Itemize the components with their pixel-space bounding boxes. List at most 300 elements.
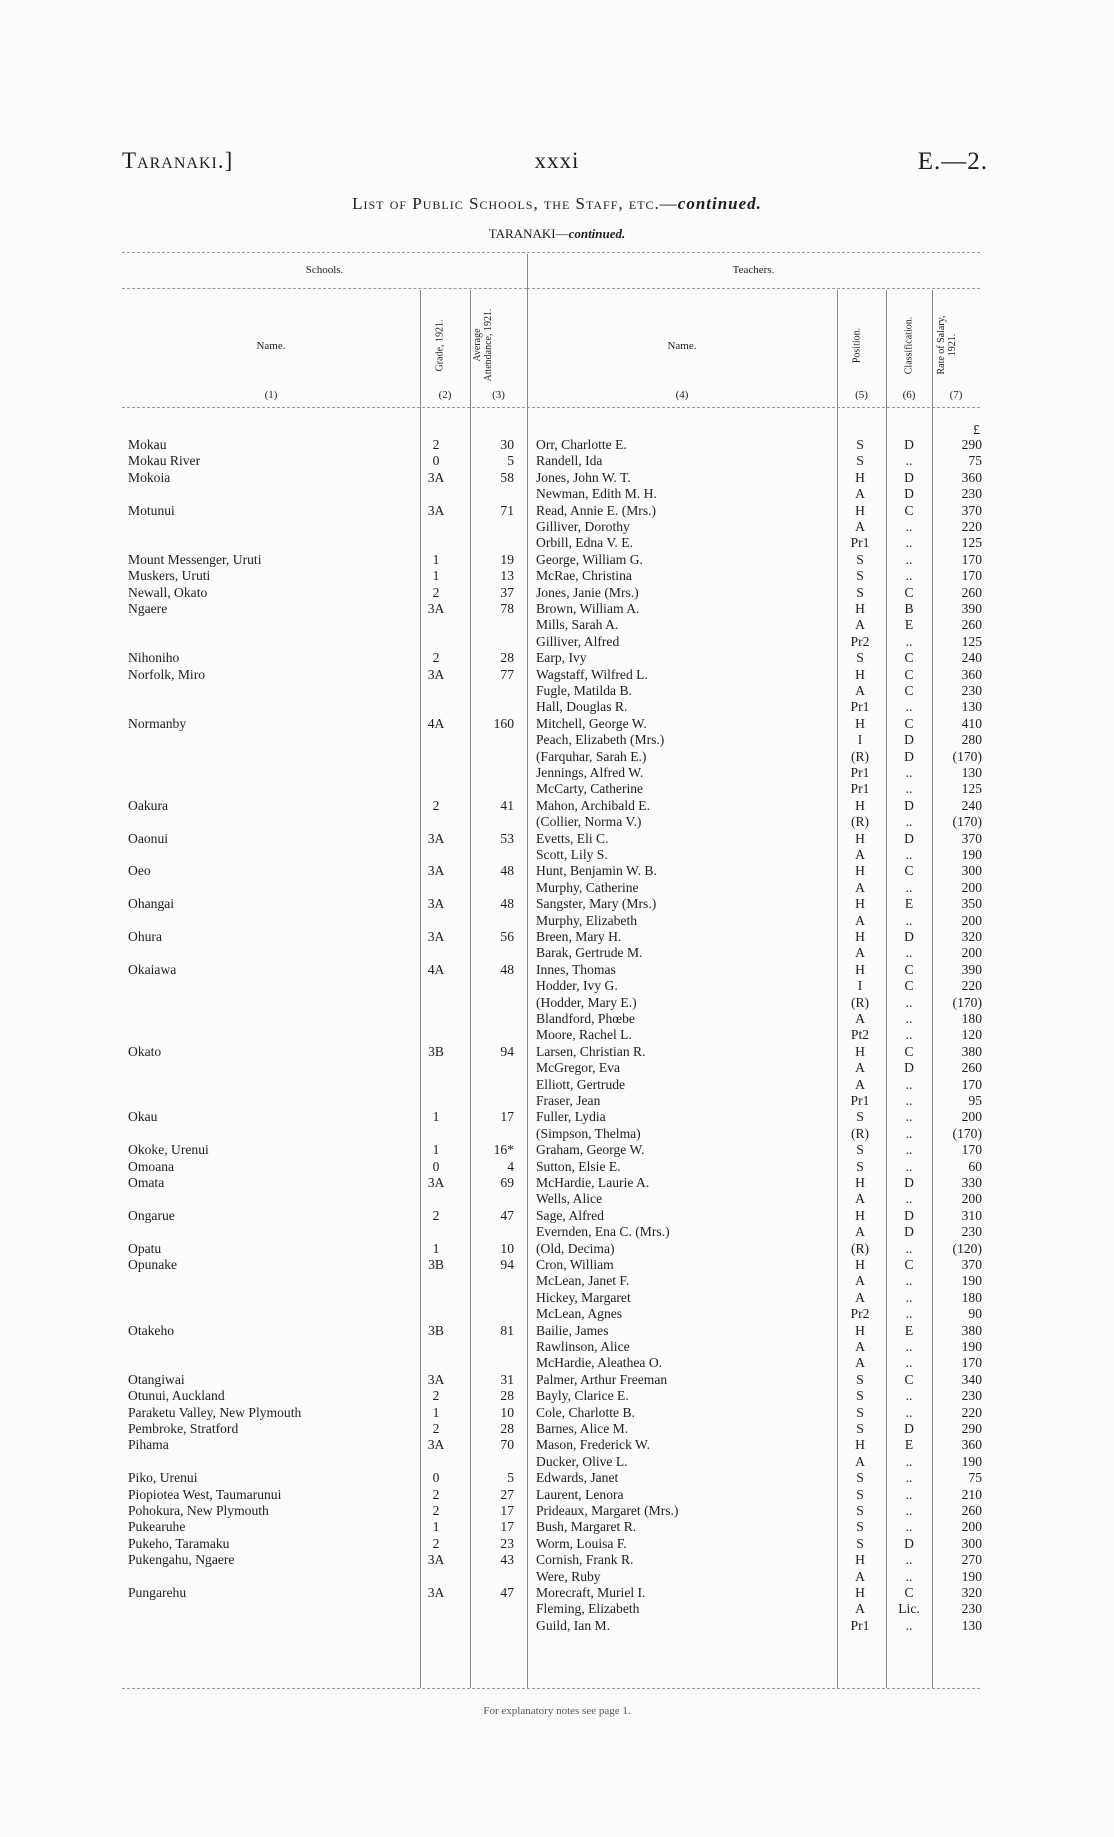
cell-classification: .. bbox=[905, 1093, 913, 1108]
cell-teacher: Bush, Margaret R. bbox=[536, 1519, 637, 1535]
cell-salary: 90 bbox=[968, 1306, 982, 1322]
cell-teacher: Palmer, Arthur Freeman bbox=[536, 1371, 668, 1387]
table-row bbox=[0, 470, 1114, 486]
table-row bbox=[0, 437, 1114, 453]
table-row bbox=[0, 781, 1114, 797]
cell-salary: 230 bbox=[961, 1601, 982, 1617]
cell-grade: 3A bbox=[427, 469, 445, 485]
cell-classification: .. bbox=[905, 519, 913, 534]
cell-classification: .. bbox=[905, 994, 913, 1010]
cell-position: H bbox=[855, 715, 865, 731]
cell-attendance: 28 bbox=[500, 1421, 514, 1436]
cell-position: H bbox=[855, 961, 865, 977]
table-row bbox=[0, 1027, 1114, 1043]
cell-grade: 3A bbox=[427, 863, 445, 879]
table-row bbox=[0, 1405, 1114, 1421]
table-row bbox=[0, 1044, 1114, 1060]
cell-classification: .. bbox=[905, 1453, 913, 1469]
table-row bbox=[0, 1224, 1114, 1240]
cell-teacher: Wells, Alice bbox=[536, 1191, 603, 1207]
cell-salary: 210 bbox=[961, 1486, 982, 1502]
cell-position: A bbox=[855, 847, 865, 862]
table-top-rule bbox=[122, 252, 980, 253]
cell-teacher: Cron, William bbox=[536, 1257, 614, 1272]
running-header-region: Taranaki.] bbox=[122, 148, 234, 173]
cell-position: S bbox=[856, 437, 864, 452]
cell-teacher: Jennings, Alfred W. bbox=[536, 765, 644, 780]
table-row bbox=[0, 995, 1114, 1011]
cell-classification: .. bbox=[905, 1552, 913, 1568]
cell-teacher: Larsen, Christian R. bbox=[536, 1043, 646, 1059]
table-row bbox=[0, 1306, 1114, 1322]
table-row bbox=[0, 1077, 1114, 1093]
cell-classification: .. bbox=[905, 847, 913, 862]
cell-teacher: Morecraft, Muriel I. bbox=[536, 1585, 646, 1600]
cell-salary: 200 bbox=[961, 879, 982, 895]
cell-position: A bbox=[855, 1355, 865, 1371]
table-row bbox=[0, 1536, 1114, 1552]
currency-symbol: £ bbox=[973, 423, 980, 438]
cell-grade: 3A bbox=[427, 1437, 445, 1453]
cell-salary: 60 bbox=[968, 1158, 982, 1174]
cell-attendance: 19 bbox=[500, 551, 514, 567]
cell-teacher: Barak, Gertrude M. bbox=[536, 945, 643, 961]
cell-position: H bbox=[855, 830, 865, 846]
cell-position: H bbox=[855, 1437, 865, 1453]
cell-grade: 3A bbox=[427, 1175, 445, 1190]
table-row bbox=[0, 716, 1114, 732]
cell-salary: 260 bbox=[961, 584, 982, 600]
cell-teacher: Murphy, Elizabeth bbox=[536, 912, 638, 928]
cell-position: I bbox=[857, 732, 863, 748]
cell-school: Nihoniho bbox=[128, 650, 180, 666]
table-row bbox=[0, 699, 1114, 715]
cell-salary: (170) bbox=[952, 994, 982, 1010]
table-row bbox=[0, 1323, 1114, 1339]
cell-grade: 3A bbox=[427, 1552, 445, 1568]
cell-position: A bbox=[855, 1191, 865, 1207]
cell-teacher: Edwards, Janet bbox=[536, 1470, 619, 1486]
table-row bbox=[0, 929, 1114, 945]
cell-teacher: Orbill, Edna V. E. bbox=[536, 535, 633, 551]
cell-school: Piopiotea West, Taumarunui bbox=[128, 1486, 282, 1502]
cell-attendance: 23 bbox=[500, 1535, 514, 1551]
cell-classification: .. bbox=[905, 1617, 913, 1633]
cell-school: Pungarehu bbox=[128, 1585, 187, 1600]
cell-attendance: 31 bbox=[500, 1371, 514, 1387]
table-row bbox=[0, 552, 1114, 568]
table-row bbox=[0, 585, 1114, 601]
cell-salary: 120 bbox=[961, 1027, 982, 1043]
table-row bbox=[0, 535, 1114, 551]
table-row bbox=[0, 519, 1114, 535]
cell-teacher: Blandford, Phœbe bbox=[536, 1011, 635, 1026]
cell-classification: D bbox=[904, 486, 914, 502]
cell-classification: .. bbox=[905, 1306, 913, 1322]
cell-teacher: Elliott, Gertrude bbox=[536, 1076, 626, 1092]
cell-grade: 0 bbox=[432, 1158, 440, 1174]
cell-position: A bbox=[855, 617, 865, 633]
cell-salary: 320 bbox=[961, 1585, 982, 1600]
cell-position: Pr1 bbox=[850, 535, 870, 551]
cell-position: H bbox=[855, 1257, 865, 1272]
cell-salary: 230 bbox=[961, 683, 982, 698]
cell-salary: 180 bbox=[961, 1011, 982, 1026]
cell-school: Pukearuhe bbox=[128, 1519, 186, 1535]
cell-school: Ongarue bbox=[128, 1207, 175, 1223]
cell-classification: C bbox=[904, 1585, 914, 1600]
cell-classification: D bbox=[904, 1224, 914, 1240]
table-row bbox=[0, 1290, 1114, 1306]
cell-classification: E bbox=[904, 896, 914, 912]
cell-position: A bbox=[855, 912, 865, 928]
cell-grade: 2 bbox=[432, 797, 440, 813]
cell-teacher: Laurent, Lenora bbox=[536, 1486, 624, 1502]
cell-grade: 1 bbox=[432, 1519, 440, 1535]
cell-teacher: Cornish, Frank R. bbox=[536, 1552, 634, 1568]
cell-salary: (120) bbox=[952, 1240, 982, 1256]
cell-teacher: Gilliver, Alfred bbox=[536, 633, 620, 649]
cell-salary: 230 bbox=[961, 1388, 982, 1404]
cell-attendance: 48 bbox=[500, 863, 514, 879]
cell-teacher: (Farquhar, Sarah E.) bbox=[536, 748, 647, 764]
cell-salary: 290 bbox=[961, 437, 982, 452]
cell-classification: .. bbox=[905, 814, 913, 830]
cell-salary: (170) bbox=[952, 748, 982, 764]
cell-teacher: (Old, Decima) bbox=[536, 1240, 615, 1256]
table-row bbox=[0, 667, 1114, 683]
cell-teacher: Hickey, Margaret bbox=[536, 1289, 631, 1305]
cell-attendance: 94 bbox=[500, 1257, 514, 1272]
cell-teacher: Mason, Frederick W. bbox=[536, 1437, 651, 1453]
cell-position: H bbox=[855, 896, 865, 912]
grade-header: Grade, 1921. bbox=[434, 319, 446, 372]
cell-classification: .. bbox=[905, 1568, 913, 1584]
col-number-7: (7) bbox=[949, 389, 963, 401]
cell-school: Oaonui bbox=[128, 830, 169, 846]
table-row bbox=[0, 1503, 1114, 1519]
cell-attendance: 160 bbox=[493, 715, 514, 731]
cell-position: Pr2 bbox=[850, 633, 870, 649]
cell-classification: .. bbox=[905, 1240, 913, 1256]
cell-classification: C bbox=[904, 978, 914, 994]
cell-attendance: 94 bbox=[500, 1043, 514, 1059]
cell-classification: .. bbox=[905, 551, 913, 567]
cell-teacher: McGregor, Eva bbox=[536, 1060, 621, 1076]
cell-attendance: 48 bbox=[500, 961, 514, 977]
cell-position: A bbox=[855, 1273, 865, 1289]
cell-position: H bbox=[855, 1043, 865, 1059]
cell-attendance: 43 bbox=[500, 1552, 514, 1568]
table-row bbox=[0, 503, 1114, 519]
cell-teacher: McLean, Agnes bbox=[536, 1306, 623, 1322]
cell-position: S bbox=[856, 584, 864, 600]
table-row bbox=[0, 1257, 1114, 1273]
cell-grade: 3A bbox=[427, 1585, 445, 1600]
cell-salary: 200 bbox=[961, 1191, 982, 1207]
cell-salary: 280 bbox=[961, 732, 982, 748]
cell-attendance: 58 bbox=[500, 469, 514, 485]
cell-classification: .. bbox=[905, 1388, 913, 1404]
cell-position: H bbox=[855, 601, 865, 616]
cell-position: H bbox=[855, 929, 865, 944]
cell-school: Okoke, Urenui bbox=[128, 1142, 209, 1158]
cell-position: S bbox=[856, 1371, 864, 1387]
cell-position: (R) bbox=[850, 1240, 870, 1256]
cell-attendance: 27 bbox=[500, 1486, 514, 1502]
cell-teacher: Earp, Ivy bbox=[536, 650, 587, 666]
table-row bbox=[0, 749, 1114, 765]
cell-classification: D bbox=[904, 1060, 914, 1076]
cell-position: (R) bbox=[850, 814, 870, 830]
cell-attendance: 71 bbox=[500, 502, 514, 518]
cell-position: A bbox=[855, 1339, 865, 1354]
table-row bbox=[0, 831, 1114, 847]
cell-teacher: Evernden, Ena C. (Mrs.) bbox=[536, 1224, 670, 1240]
table-row bbox=[0, 1208, 1114, 1224]
col-number-2: (2) bbox=[438, 389, 452, 401]
table-row bbox=[0, 453, 1114, 469]
position-header: Position. bbox=[851, 327, 863, 364]
cell-position: S bbox=[856, 1388, 864, 1404]
cell-attendance: 5 bbox=[507, 453, 514, 469]
table-row bbox=[0, 1437, 1114, 1453]
cell-position: Pr1 bbox=[850, 781, 870, 797]
cell-classification: D bbox=[904, 748, 914, 764]
cell-position: H bbox=[855, 502, 865, 518]
table-row bbox=[0, 1175, 1114, 1191]
cell-classification: C bbox=[904, 683, 914, 698]
cell-classification: Lic. bbox=[898, 1601, 920, 1617]
cell-position: A bbox=[855, 683, 865, 698]
cell-grade: 2 bbox=[432, 584, 440, 600]
table-row bbox=[0, 1487, 1114, 1503]
cell-grade: 0 bbox=[432, 453, 440, 469]
cell-school: Mokau bbox=[128, 437, 167, 452]
cell-position: A bbox=[855, 1289, 865, 1305]
cell-classification: .. bbox=[905, 1076, 913, 1092]
cell-grade: 3B bbox=[428, 1257, 444, 1272]
cell-attendance: 4 bbox=[507, 1158, 514, 1174]
cell-classification: .. bbox=[905, 568, 913, 584]
cell-school: Ngaere bbox=[128, 601, 168, 616]
cell-classification: .. bbox=[905, 1355, 913, 1371]
cell-school: Paraketu Valley, New Plymouth bbox=[128, 1404, 302, 1420]
cell-attendance: 28 bbox=[500, 1388, 514, 1404]
cell-school: Okato bbox=[128, 1043, 162, 1059]
cell-school: Okaiawa bbox=[128, 961, 177, 977]
cell-grade: 2 bbox=[432, 1207, 440, 1223]
cell-teacher: (Collier, Norma V.) bbox=[536, 814, 642, 830]
cell-teacher: Jones, John W. T. bbox=[536, 469, 631, 485]
table-row bbox=[0, 863, 1114, 879]
cell-school: Pihama bbox=[128, 1437, 169, 1453]
cell-salary: 200 bbox=[961, 945, 982, 961]
cell-salary: 190 bbox=[961, 1453, 982, 1469]
cell-position: H bbox=[855, 1552, 865, 1568]
cell-teacher: Fugle, Matilda B. bbox=[536, 683, 632, 698]
cell-salary: 190 bbox=[961, 847, 982, 862]
cell-teacher: Jones, Janie (Mrs.) bbox=[536, 584, 639, 600]
cell-classification: .. bbox=[905, 453, 913, 469]
cell-classification: .. bbox=[905, 1125, 913, 1141]
cell-attendance: 41 bbox=[500, 797, 514, 813]
cell-grade: 2 bbox=[432, 1388, 440, 1404]
table-row bbox=[0, 634, 1114, 650]
cell-classification: .. bbox=[905, 1191, 913, 1207]
cell-classification: D bbox=[904, 1207, 914, 1223]
cell-salary: 320 bbox=[961, 929, 982, 944]
table-row bbox=[0, 978, 1114, 994]
cell-teacher: Evetts, Eli C. bbox=[536, 830, 609, 846]
cell-classification: C bbox=[904, 961, 914, 977]
cell-salary: 390 bbox=[961, 961, 982, 977]
cell-position: S bbox=[856, 1404, 864, 1420]
cell-classification: C bbox=[904, 1043, 914, 1059]
cell-grade: 1 bbox=[432, 568, 440, 584]
table-row bbox=[0, 814, 1114, 830]
cell-salary: 190 bbox=[961, 1273, 982, 1289]
cell-position: S bbox=[856, 650, 864, 666]
cell-classification: C bbox=[904, 650, 914, 666]
classification-header: Classification. bbox=[903, 316, 915, 375]
cell-position: A bbox=[855, 1011, 865, 1026]
cell-salary: 370 bbox=[961, 830, 982, 846]
cell-grade: 2 bbox=[432, 1421, 440, 1436]
cell-classification: .. bbox=[905, 765, 913, 780]
cell-grade: 2 bbox=[432, 650, 440, 666]
cell-attendance: 10 bbox=[500, 1240, 514, 1256]
cell-salary: 95 bbox=[968, 1093, 982, 1108]
cell-teacher: Cole, Charlotte B. bbox=[536, 1404, 635, 1420]
table-row bbox=[0, 1273, 1114, 1289]
schools-group-rule bbox=[122, 288, 527, 289]
cell-teacher: Peach, Elizabeth (Mrs.) bbox=[536, 732, 665, 748]
cell-classification: .. bbox=[905, 1289, 913, 1305]
table-row bbox=[0, 1093, 1114, 1109]
cell-position: H bbox=[855, 1322, 865, 1338]
cell-salary: 130 bbox=[961, 1617, 982, 1633]
cell-salary: 310 bbox=[961, 1207, 982, 1223]
cell-classification: .. bbox=[905, 1470, 913, 1486]
cell-attendance: 81 bbox=[500, 1322, 514, 1338]
schools-group-header: Schools. bbox=[305, 264, 344, 276]
cell-position: A bbox=[855, 486, 865, 502]
cell-classification: .. bbox=[905, 535, 913, 551]
cell-position: (R) bbox=[850, 994, 870, 1010]
cell-teacher: Wagstaff, Wilfred L. bbox=[536, 666, 648, 682]
document-code: E.—2. bbox=[917, 148, 988, 175]
cell-position: S bbox=[856, 1535, 864, 1551]
cell-salary: 350 bbox=[961, 896, 982, 912]
cell-salary: 300 bbox=[961, 1535, 982, 1551]
cell-salary: 220 bbox=[961, 519, 982, 534]
cell-school: Mokau River bbox=[128, 453, 201, 469]
cell-school: Normanby bbox=[128, 715, 187, 731]
cell-classification: .. bbox=[905, 1404, 913, 1420]
cell-position: S bbox=[856, 1503, 864, 1518]
cell-salary: 130 bbox=[961, 765, 982, 780]
cell-salary: 200 bbox=[961, 1519, 982, 1535]
cell-position: S bbox=[856, 1142, 864, 1158]
cell-salary: 260 bbox=[961, 617, 982, 633]
cell-position: H bbox=[855, 469, 865, 485]
cell-position: Pr2 bbox=[850, 1306, 870, 1322]
cell-teacher: (Hodder, Mary E.) bbox=[536, 994, 637, 1010]
table-row bbox=[0, 486, 1114, 502]
cell-salary: 200 bbox=[961, 912, 982, 928]
cell-classification: .. bbox=[905, 699, 913, 715]
table-row bbox=[0, 1388, 1114, 1404]
cell-salary: 360 bbox=[961, 1437, 982, 1453]
cell-school: Ohangai bbox=[128, 896, 175, 912]
cell-attendance: 37 bbox=[500, 584, 514, 600]
cell-school: Otangiwai bbox=[128, 1371, 185, 1387]
cell-teacher: Mahon, Archibald E. bbox=[536, 797, 651, 813]
cell-classification: E bbox=[904, 617, 914, 633]
cell-position: I bbox=[857, 978, 863, 994]
cell-classification: D bbox=[904, 732, 914, 748]
cell-classification: D bbox=[904, 929, 914, 944]
cell-salary: 240 bbox=[961, 797, 982, 813]
table-row bbox=[0, 798, 1114, 814]
table-row bbox=[0, 732, 1114, 748]
cell-salary: 130 bbox=[961, 699, 982, 715]
table-row bbox=[0, 765, 1114, 781]
cell-position: Pr1 bbox=[850, 1093, 870, 1108]
cell-teacher: Innes, Thomas bbox=[536, 961, 616, 977]
table-row bbox=[0, 1126, 1114, 1142]
cell-teacher: Graham, George W. bbox=[536, 1142, 645, 1158]
cell-teacher: Mills, Sarah A. bbox=[536, 617, 619, 633]
footnote: For explanatory notes see page 1. bbox=[483, 1705, 631, 1717]
cell-grade: 2 bbox=[432, 1535, 440, 1551]
cell-position: A bbox=[855, 1060, 865, 1076]
cell-classification: E bbox=[904, 1437, 914, 1453]
cell-teacher: McRae, Christina bbox=[536, 568, 632, 584]
table-row bbox=[0, 1241, 1114, 1257]
cell-classification: D bbox=[904, 1421, 914, 1436]
cell-classification: C bbox=[904, 584, 914, 600]
cell-teacher: McHardie, Laurie A. bbox=[536, 1175, 650, 1190]
cell-salary: (170) bbox=[952, 814, 982, 830]
cell-salary: 380 bbox=[961, 1043, 982, 1059]
table-row bbox=[0, 945, 1114, 961]
cell-classification: C bbox=[904, 715, 914, 731]
cell-classification: .. bbox=[905, 1273, 913, 1289]
table-row bbox=[0, 1109, 1114, 1125]
cell-teacher: Guild, Ian M. bbox=[536, 1617, 611, 1633]
table-row bbox=[0, 1159, 1114, 1175]
cell-classification: .. bbox=[905, 1503, 913, 1518]
cell-salary: 220 bbox=[961, 1404, 982, 1420]
cell-salary: 75 bbox=[968, 1470, 982, 1486]
cell-teacher: Read, Annie E. (Mrs.) bbox=[536, 502, 657, 518]
cell-classification: .. bbox=[905, 879, 913, 895]
cell-position: A bbox=[855, 879, 865, 895]
cell-salary: 230 bbox=[961, 486, 982, 502]
cell-attendance: 5 bbox=[507, 1470, 514, 1486]
cell-classification: D bbox=[904, 797, 914, 813]
cell-classification: C bbox=[904, 502, 914, 518]
cell-teacher: Sutton, Elsie E. bbox=[536, 1158, 621, 1174]
table-row bbox=[0, 1601, 1114, 1617]
table-row bbox=[0, 1355, 1114, 1371]
cell-school: Pukeho, Taramaku bbox=[128, 1535, 230, 1551]
cell-school: Norfolk, Miro bbox=[128, 666, 206, 682]
cell-classification: .. bbox=[905, 945, 913, 961]
cell-attendance: 78 bbox=[500, 601, 514, 616]
